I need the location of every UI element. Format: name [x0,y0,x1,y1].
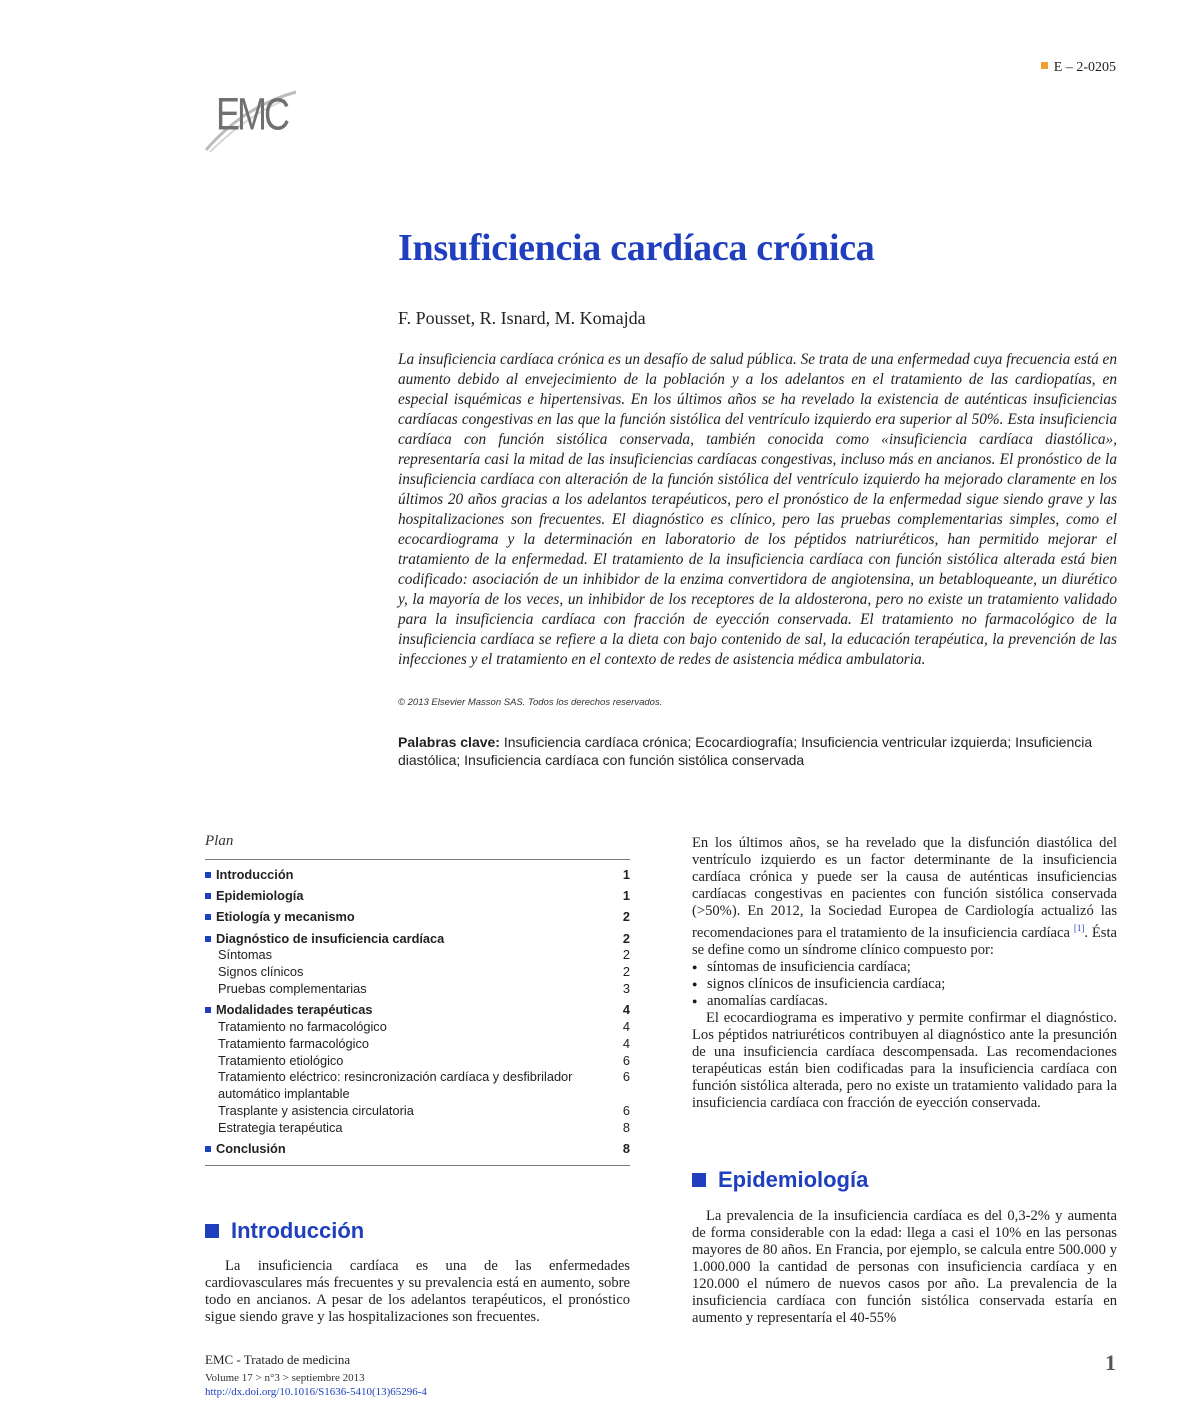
toc-item-label: Tratamiento no farmacológico [218,1018,387,1034]
toc-item-page: 4 [622,1002,630,1018]
heading-epidemiologia [692,1167,868,1193]
toc-item[interactable] [205,888,630,905]
list-item: ● signos clínicos de insuficiencia cardíaca; [692,976,1117,993]
toc-item-page: 2 [622,947,630,963]
epidemiologia-paragraph: La prevalencia de la insuficiencia cardíaca es del 0,3-2% y aumenta de forma considerable con la edad: llega a casi el 10% en las personas mayores de 80 años. En Francia, por ejemplo, se calcula entre 500.000 y 1.000.000 la cantidad de personas con insuficiencia cardíaca y en 120.000 el número de nuevos casos por año. La prevalencia de la insuficiencia cardíaca con función sistólica conservada estaría en aumento y representaría el 40-55% [692,1208,1117,1326]
right-paragraph-2: El ecocardiograma es imperativo y permite confirmar el diagnóstico. Los péptidos natriuréticos contribuyen al diagnóstico ante la presunción de una insuficiencia cardíaca descompensada. Las recomendaciones terapéuticas están bien codificadas para la insuficiencia cardíaca con función sistólica alterada, pero no existe un tratamiento validado para la insuficiencia cardíaca con fracción de eyección conservada. [692,1009,1117,1111]
heading-introduccion-text: Introducción [231,1218,365,1243]
toc-item-label: Estrategia terapéutica [218,1119,343,1135]
toc-item-page: 4 [622,1035,630,1051]
toc-item[interactable] [205,1120,630,1137]
introduccion-paragraph: La insuficiencia cardíaca es una de las enfermedades cardiovasculares más frecuentes y su prevalencia está en aumento, sobre todo en ancianos. A pesar de los adelantos terapéuticos, el pronóstico sigue siendo grave y las hospitalizaciones son frecuentes. [205,1258,630,1325]
toc-item[interactable] [205,1103,630,1120]
toc-item-page: 8 [622,1140,630,1156]
toc-item[interactable] [205,981,630,998]
toc-item-page: 2 [622,930,630,946]
toc-item[interactable] [205,1069,630,1103]
toc-item-page: 2 [622,964,630,980]
list-item: ● síntomas de insuficiencia cardíaca; [692,959,1117,976]
emc-logo [200,82,300,154]
toc-item[interactable] [205,909,630,926]
plan-title: Plan [205,833,630,860]
toc-item-page: 4 [622,1018,630,1034]
toc-item[interactable] [205,867,630,884]
heading-introduccion [205,1218,364,1244]
document-code [1041,60,1116,76]
article-authors: F. Pousset, R. Isnard, M. Komajda [398,308,646,328]
toc-item-page: 6 [622,1069,630,1085]
toc-item-label: Tratamiento eléctrico: resincronización cardíaca y desfibrilador automático implantable [218,1069,573,1102]
toc-item[interactable] [205,931,630,948]
toc-item-page: 6 [622,1102,630,1118]
right-column [692,835,1117,1112]
heading-epidemiologia-text: Epidemiología [718,1167,869,1192]
plan-divider [205,1165,630,1166]
footer-journal: EMC - Tratado de medicina [205,1352,351,1367]
toc-item[interactable] [205,1002,630,1019]
toc-item[interactable] [205,947,630,964]
toc-item-label: Diagnóstico de insuficiencia cardíaca [205,931,444,948]
right-paragraph-1b: . Ésta se define como un síndrome clínico compuesto por: [692,924,1117,958]
toc-item-label: Conclusión [205,1141,286,1158]
toc-item-page: 2 [622,909,630,925]
toc-item[interactable] [205,1053,630,1070]
criteria-list [692,959,1117,1010]
toc-item-label: Introducción [205,867,294,884]
toc-item-page: 6 [622,1052,630,1068]
right-paragraph-1 [692,835,1117,959]
plan-box [205,833,630,1166]
toc-item-label: Epidemiología [205,888,303,905]
blue-square-icon [692,1173,706,1187]
keywords [398,733,1098,769]
toc-item[interactable] [205,964,630,981]
logo-text: EMC [216,88,287,140]
orange-square-icon [1041,62,1048,69]
toc-item[interactable] [205,1141,630,1158]
toc-item-page: 8 [622,1119,630,1135]
abstract: La insuficiencia cardíaca crónica es un desafío de salud pública. Se trata de una enfermedad cuya frecuencia está en aumento debido al envejecimiento de la población y a los adelantos en el tratamiento de las cardiopatías, en especial isquémicas e hipertensivas. En los últimos años se ha revelado la existencia de auténticas insuficiencias cardíacas congestivas en las que la función sistólica del ventrículo izquierdo era superior al 50%. Esta insuficiencia cardíaca con función sistólica conservada, también conocida como «insuficiencia cardíaca diastólica», representaría casi la mitad de las insuficiencias cardíacas congestivas, incluso más en ancianos. El pronóstico de la insuficiencia cardíaca con alteración de la función sistólica del ventrículo izquierdo ha mejorado claramente en los últimos 20 años gracias a los adelantos terapéuticos, pero el pronóstico de la enfermedad sigue siendo grave y las hospitalizaciones son frecuentes. El diagnóstico es clínico, pero las pruebas complementarias simples, como el ecocardiograma y la determinación en laboratorio de los péptidos natriuréticos, han permitido mejorar el tratamiento de la enfermedad. El tratamiento de la insuficiencia cardíaca con función sistólica alterada está bien codificado: asociación de un inhibidor de la enzima convertidora de angiotensina, un betabloqueante, un diurético y, la mayoría de los veces, un inhibidor de los receptores de la aldosterona, pero no existe un tratamiento validado para la insuficiencia cardíaca con fracción de eyección conservada. El tratamiento no farmacológico de la insuficiencia cardíaca se refiere a la dieta con bajo contenido de sal, la educación terapéutica, la prevención de las infecciones y el tratamiento en el contexto de redes de asistencia médica ambulatoria. [398,351,1117,668]
right-paragraph-1a: En los últimos años, se ha revelado que la disfunción diastólica del ventrículo izquierdo es un factor determinante de la insuficiencia cardíaca crónica y puede ser la causa de auténticas insuficiencias cardíacas congestivas en pacientes con función sistólica conservada (>50%). En 2012, la Sociedad Europea de Cardiología actualizó las recomendaciones para el tratamiento de la insuficiencia cardíaca [692,835,1117,941]
keywords-text: Insuficiencia cardíaca crónica; Ecocardiografía; Insuficiencia ventricular izquierda; Insuficiencia diastólica; Insuficiencia cardíaca con función sistólica conservada [398,734,1093,768]
page-number: 1 [1105,1350,1116,1375]
toc-item-label: Modalidades terapéuticas [205,1002,372,1019]
toc-item-page: 1 [622,867,630,882]
document-code-text: E – 2-0205 [1053,60,1116,75]
blue-square-icon [205,1224,219,1238]
toc-item-label: Etiología y mecanismo [205,909,355,926]
footer-volume: Volume 17 > n°3 > septiembre 2013 [205,1372,365,1384]
toc-item-page: 3 [622,980,630,996]
toc-item-page: 1 [622,888,630,904]
toc-item-label: Tratamiento etiológico [218,1052,344,1068]
keywords-label: Palabras clave: [398,734,500,750]
article-title: Insuficiencia cardíaca crónica [398,227,875,269]
list-item: ● anomalías cardíacas. [692,993,1117,1010]
citation-link[interactable]: [1] [1073,923,1085,933]
toc-item-label: Pruebas complementarias [218,980,367,996]
toc-item[interactable] [205,1019,630,1036]
toc-item-label: Síntomas [218,947,273,963]
copyright: © 2013 Elsevier Masson SAS. Todos los derechos reservados. [398,697,663,708]
table-of-contents [205,867,630,1158]
toc-item-label: Trasplante y asistencia circulatoria [218,1102,414,1118]
footer-doi-link[interactable]: http://dx.doi.org/10.1016/S1636-5410(13)65296-4 [205,1386,427,1398]
toc-item-label: Signos clínicos [218,964,304,980]
toc-item-label: Tratamiento farmacológico [218,1035,370,1051]
toc-item[interactable] [205,1036,630,1053]
emc-logo-icon [200,82,300,154]
